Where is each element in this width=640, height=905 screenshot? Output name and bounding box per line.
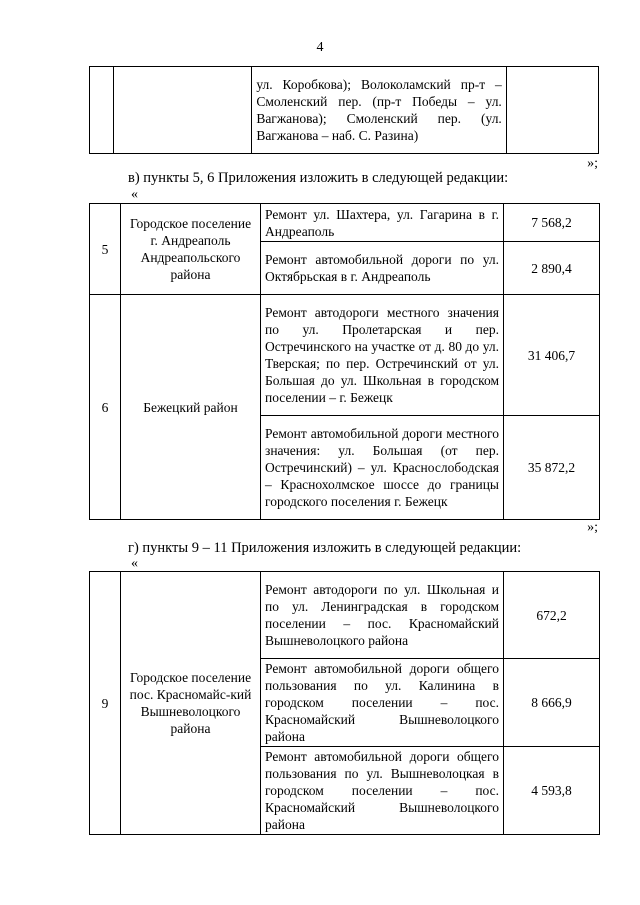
work-description: Ремонт автомобильной дороги общего пользования по ул. Калинина в городском поселении – пос. Красномайский Вышневолоцкого района [261,659,504,747]
work-description: Ремонт ул. Шахтера, ул. Гагарина в г. Андреаполь [261,204,504,242]
description-cell: ул. Коробкова); Волоколамский пр-т – Смоленский пер. (пр-т Победы – ул. Вагжанова); Смоленский пер. (ул. Вагжанова – наб. С. Разина) [252,67,507,154]
amount-value: 31 406,7 [504,295,600,416]
work-description: Ремонт автомобильной дороги общего пользования по ул. Вышневолоцкая в городском поселении – пос. Красномайский Вышневолоцкого района [261,747,504,835]
page-number: 4 [316,40,324,55]
table-row [90,204,600,242]
work-description: Ремонт автодороги по ул. Школьная и по ул. Ленинградская в городском поселении – пос. Красномайский Вышневолоцкого района [261,572,504,659]
municipality-cell [114,67,252,154]
municipality-name: Городское поселение г. Андреаполь Андреапольского района [121,204,261,295]
amount-value: 8 666,9 [504,659,600,747]
work-description: Ремонт автомобильной дороги местного значения: ул. Большая (от пер. Остречинский) – ул. Краснослободская – Краснохолмское шоссе до границы городского поселения г. Бежецк [261,416,504,520]
amount-value: 4 593,8 [504,747,600,835]
value-cell [506,67,598,154]
closing-quote: »; [587,520,598,535]
amount-value: 35 872,2 [504,416,600,520]
section-v-table [89,203,600,520]
row-number-cell [90,67,114,154]
municipality-name: Городское поселение пос. Красномайс-кий Вышневолоцкого района [121,572,261,835]
municipality-name: Бежецкий район [121,295,261,520]
work-description: Ремонт автодороги местного значения по ул. Пролетарская и пер. Остречинского на участке от д. 80 до ул. Тверская; по пер. Остречинский от ул. Большая до ул. Школьная в городском поселении – г. Бежецк [261,295,504,416]
amount-value: 2 890,4 [504,242,600,295]
section-heading-v: в) пункты 5, 6 Приложения изложить в следующей редакции: [128,170,509,186]
opening-quote: « [131,556,138,571]
amount-value: 7 568,2 [504,204,600,242]
opening-quote: « [131,187,138,202]
section-heading-g: г) пункты 9 – 11 Приложения изложить в следующей редакции: [128,540,522,556]
table-row [90,67,599,154]
row-number: 5 [90,204,121,295]
amount-value: 672,2 [504,572,600,659]
row-number: 6 [90,295,121,520]
section-g-table [89,571,600,835]
closing-quote: »; [587,156,598,171]
table-row [90,295,600,416]
work-description: Ремонт автомобильной дороги по ул. Октябрьская в г. Андреаполь [261,242,504,295]
continued-table [89,66,599,154]
row-number: 9 [90,572,121,835]
table-row [90,572,600,659]
